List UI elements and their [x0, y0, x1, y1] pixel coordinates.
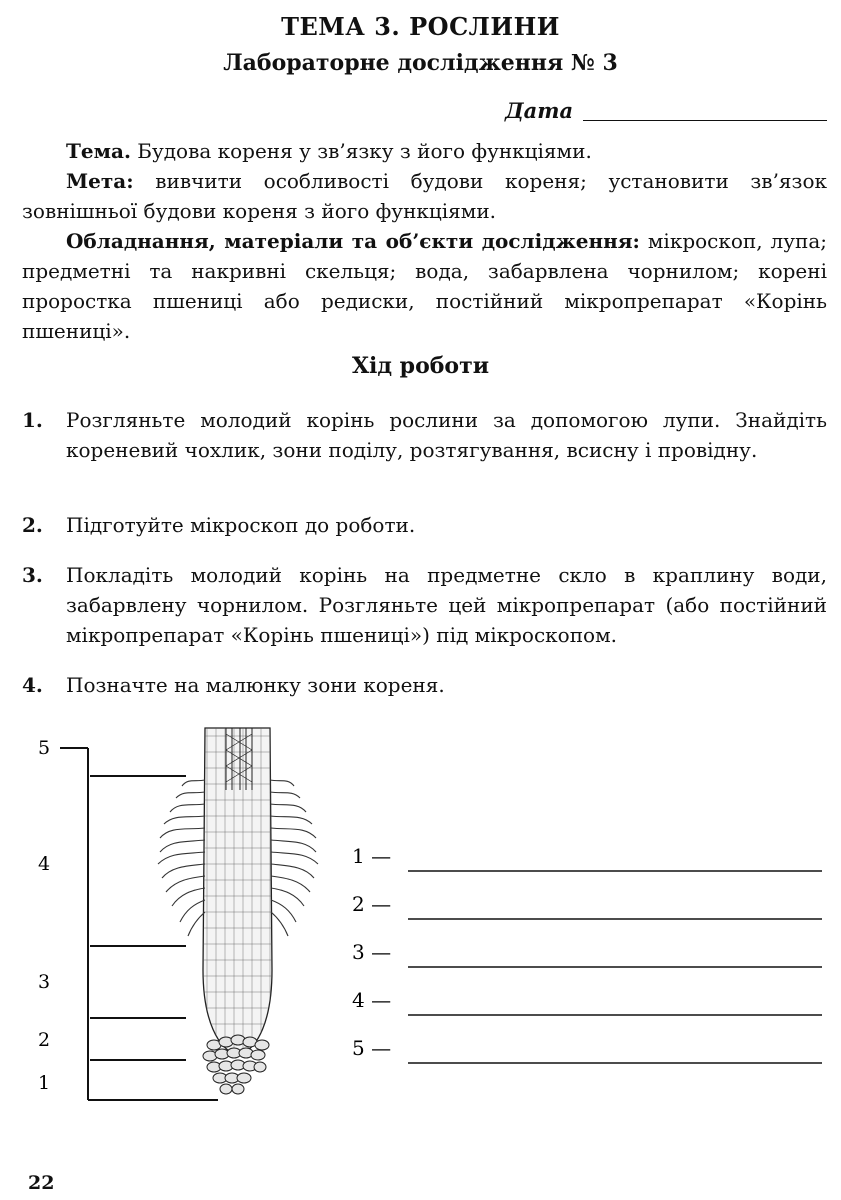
goal-paragraph: [22, 166, 827, 226]
date-field[interactable]: [583, 120, 827, 121]
step-4: [22, 670, 827, 700]
answer-lines: [352, 844, 822, 1063]
page-number: 22: [28, 1172, 55, 1194]
step-number: 3.: [22, 563, 43, 587]
root-zones-figure: [0, 720, 841, 1140]
answer-label-4: 4 —: [352, 988, 392, 1012]
step-text: Розгляньте молодий корінь рослини за допомогою лупи. Знайдіть кореневий чохлик, зони поділу, розтягування, всисну і провідну.: [66, 408, 827, 462]
step-text: Позначте на малюнку зони кореня.: [66, 673, 445, 697]
step-text: Підготуйте мікроскоп до роботи.: [66, 513, 416, 537]
goal-text: вивчити особливості будови кореня; установити зв’язок зовнішньої будови кореня з його функціями.: [22, 169, 827, 223]
step-1: [22, 405, 827, 465]
root-cap: [203, 1035, 269, 1094]
answer-label-2: 2 —: [352, 892, 392, 916]
zone-label-1: 1: [38, 1072, 51, 1094]
zone-label-3: 3: [38, 971, 51, 993]
equipment-text: мікроскоп, лупа; предметні та накривні скельця; вода, забарвлена чорнилом; корені проростка пшениці або редиски, постійний мікропрепарат «Корінь пшениці».: [22, 229, 827, 343]
topic-paragraph: [22, 136, 827, 166]
step-number: 4.: [22, 673, 43, 697]
equipment-paragraph: [22, 226, 827, 346]
step-3: [22, 560, 827, 650]
lab-subtitle: Лабораторне дослідження № 3: [223, 50, 618, 76]
answer-label-1: 1 —: [352, 844, 392, 868]
step-2: [22, 510, 827, 540]
step-number: 2.: [22, 513, 43, 537]
zone-label-4: 4: [38, 853, 51, 875]
topic-label: Тема.: [66, 139, 131, 163]
procedure-heading: Хід роботи: [351, 353, 490, 379]
step-number: 1.: [22, 408, 43, 432]
page-title: ТЕМА 3. РОСЛИНИ: [281, 12, 560, 41]
zone-label-5: 5: [38, 737, 51, 759]
date-label: Дата: [505, 98, 574, 123]
topic-text: Будова кореня у зв’язку з його функціями.: [130, 139, 592, 163]
zone-label-2: 2: [38, 1029, 51, 1051]
equipment-label: Обладнання, матеріали та об’єкти дослідження:: [66, 229, 640, 253]
goal-label: Мета:: [66, 169, 134, 193]
step-text: Покладіть молодий корінь на предметне скло в краплину води, забарвлену чорнилом. Розгляньте цей мікропрепарат (або постійний мікропрепарат «Корінь пшениці») під мікроскопом.: [66, 563, 827, 647]
answer-label-3: 3 —: [352, 940, 392, 964]
answer-label-5: 5 —: [352, 1036, 392, 1060]
